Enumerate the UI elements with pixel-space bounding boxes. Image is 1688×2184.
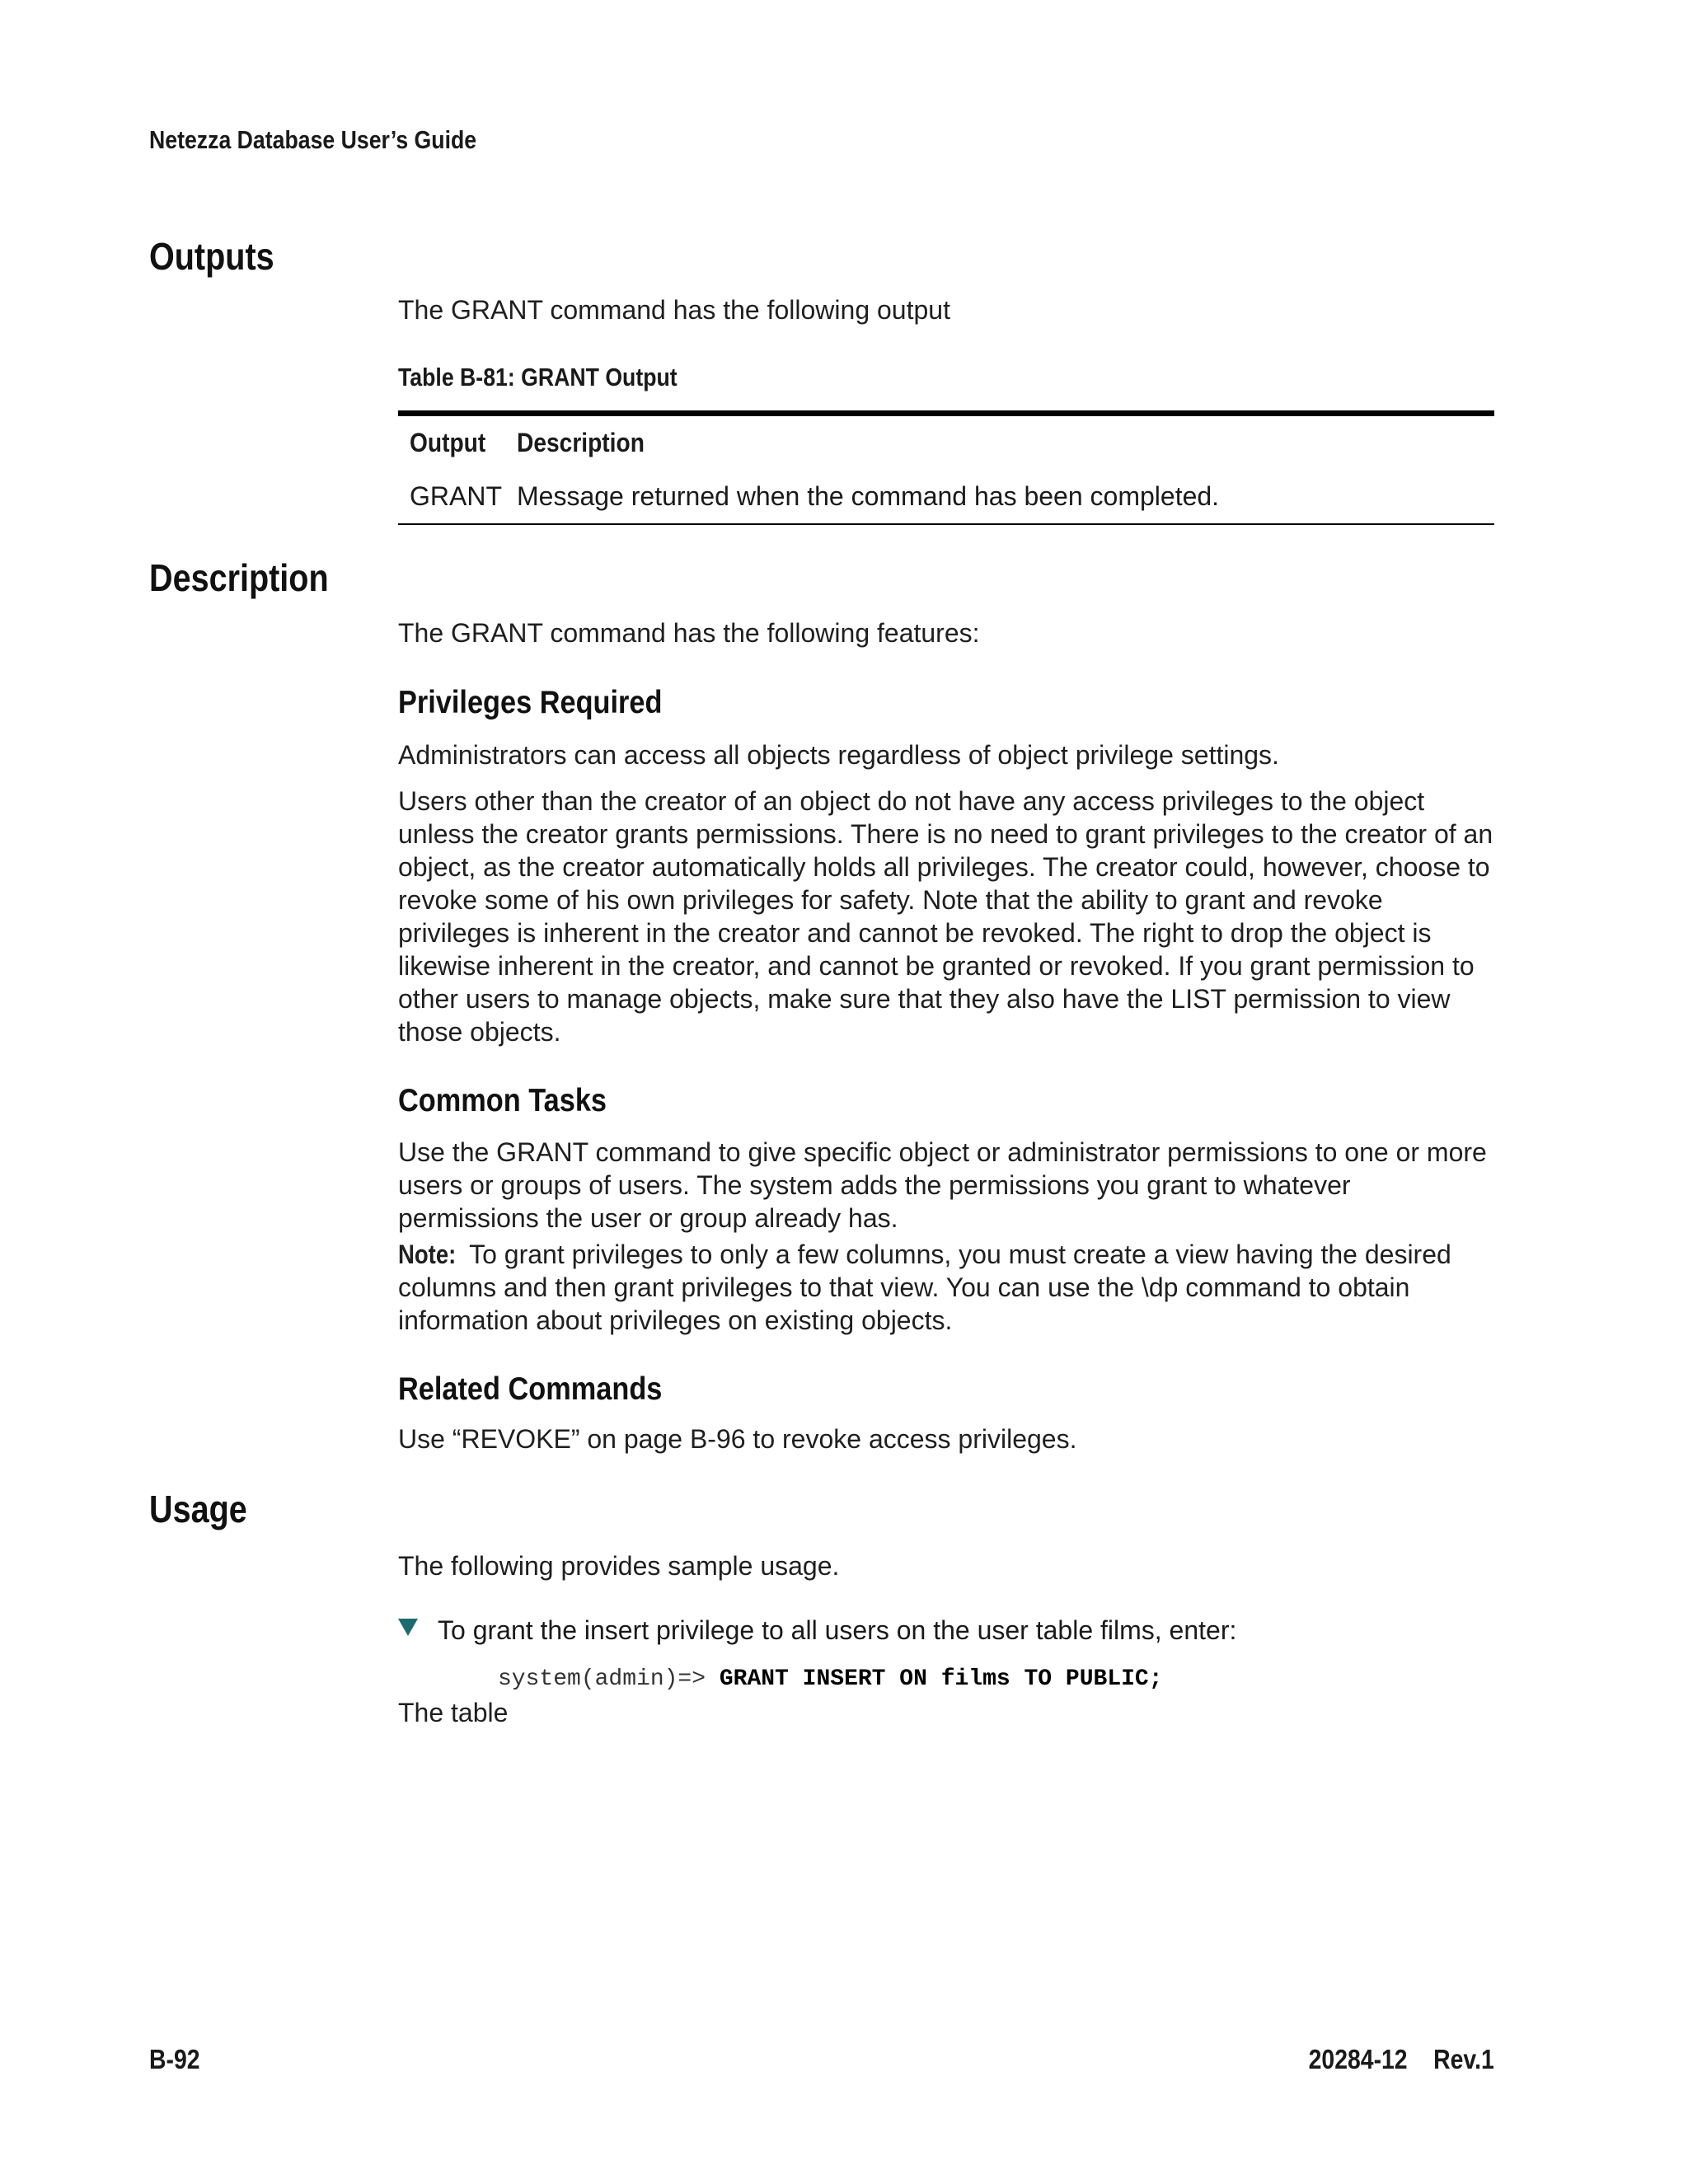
table-header-output: Output bbox=[410, 427, 486, 457]
table-top-rule bbox=[398, 410, 1494, 416]
outputs-intro: The GRANT command has the following output bbox=[398, 295, 950, 325]
table-cell-description: Message returned when the command has been completed. bbox=[517, 480, 1220, 511]
privileges-para1: Administrators can access all objects regardless of object privilege settings. bbox=[398, 740, 1279, 770]
note-paragraph bbox=[398, 1238, 1494, 1337]
usage-trailing-text: The table bbox=[398, 1698, 509, 1727]
description-heading: Description bbox=[149, 556, 329, 599]
running-header: Netezza Database User’s Guide bbox=[149, 125, 477, 154]
table-cell-output: GRANT bbox=[410, 480, 502, 511]
related-commands-heading: Related Commands bbox=[398, 1371, 663, 1407]
usage-intro: The following provides sample usage. bbox=[398, 1551, 840, 1581]
table-bottom-rule bbox=[398, 523, 1494, 525]
common-tasks-heading: Common Tasks bbox=[398, 1083, 607, 1118]
usage-bullet-text: To grant the insert privilege to all users on the user table films, enter: bbox=[438, 1615, 1237, 1645]
description-intro: The GRANT command has the following features: bbox=[398, 618, 980, 648]
usage-heading: Usage bbox=[149, 1488, 247, 1530]
document-id: 20284-12 Rev.1 bbox=[1308, 2044, 1494, 2074]
table-caption: Table B-81: GRANT Output bbox=[398, 363, 678, 391]
outputs-heading: Outputs bbox=[149, 235, 274, 278]
note-text: To grant privileges to only a few columns, you must create a view having the desired columns and then grant privileges to that view. You can use the \dp command to obtain information about privileges on existing objects. bbox=[398, 1240, 1451, 1335]
table-header-row bbox=[398, 416, 1494, 469]
note-label: Note: bbox=[398, 1240, 457, 1269]
table-header-description: Description bbox=[517, 427, 645, 457]
code-command: GRANT INSERT ON films TO PUBLIC; bbox=[719, 1666, 1163, 1692]
table-row bbox=[398, 469, 1494, 523]
usage-bullet-item bbox=[398, 1614, 1494, 1647]
triangle-bullet-icon bbox=[398, 1619, 418, 1636]
common-tasks-para1: Use the GRANT command to give specific object or administrator permissions to one or more users or groups of users. The system adds the permissions you grant to whatever permissions the user or group already has. bbox=[398, 1137, 1487, 1233]
page-number: B-92 bbox=[149, 2044, 200, 2074]
privileges-heading: Privileges Required bbox=[398, 685, 663, 720]
related-commands-para: Use “REVOKE” on page B-96 to revoke access privileges. bbox=[398, 1424, 1077, 1454]
grant-output-table bbox=[398, 410, 1494, 525]
privileges-para2: Users other than the creator of an object do not have any access privileges to the object unless the creator grants permissions. There is no need to grant privileges to the creator of an object, as the creator automatically holds all privileges. The creator could, however, choose to revoke some of his own privileges for safety. Note that the ability to grant and revoke privileges is inherent in the creator and cannot be revoked. The right to drop the object is likewise inherent in the creator, and cannot be granted or revoked. If you grant permission to other users to manage objects, make sure that they also have the LIST permission to view those objects. bbox=[398, 786, 1493, 1047]
code-example bbox=[498, 1666, 1163, 1692]
code-prompt: system(admin)=> bbox=[498, 1666, 720, 1692]
